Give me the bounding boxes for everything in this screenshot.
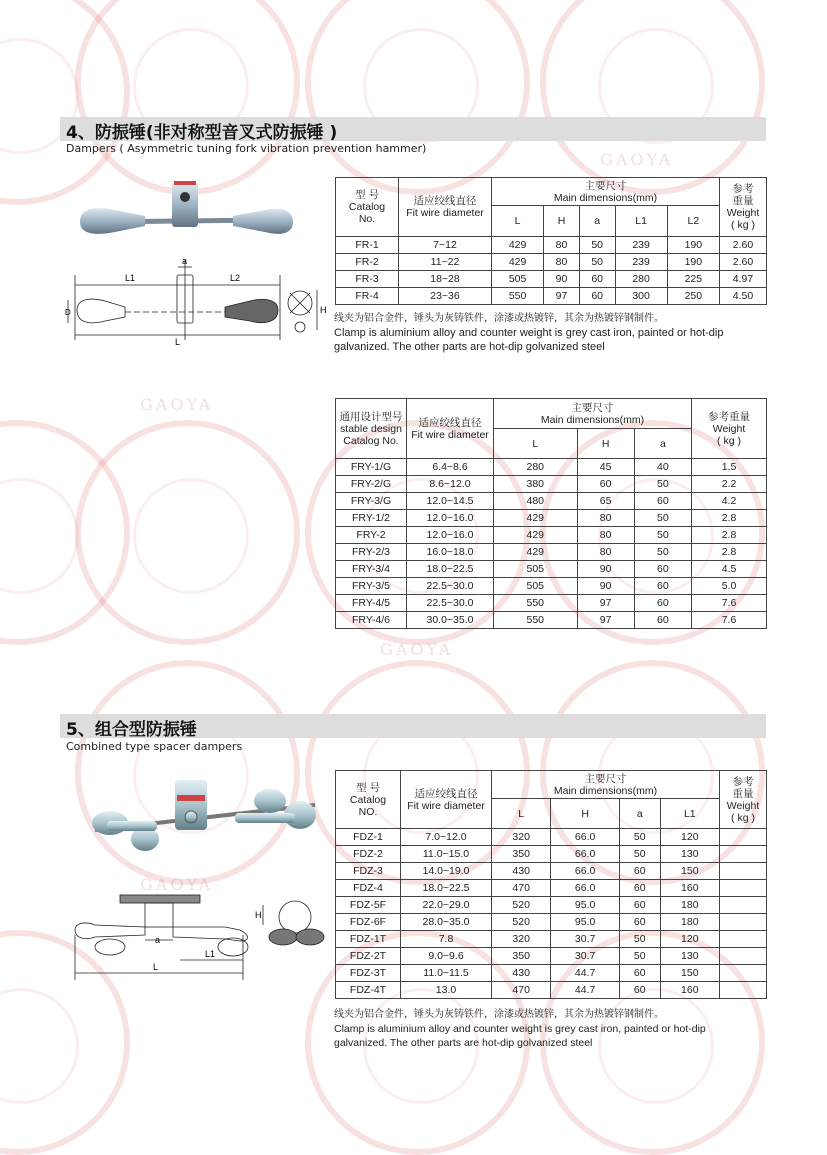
table-cell: FRY-1/2 <box>336 510 407 527</box>
table-cell: 430 <box>492 965 551 982</box>
watermark-text: GAOYA <box>140 395 214 414</box>
table-cell: 50 <box>634 527 691 544</box>
header-fit-en: Fit wire diameter <box>411 428 489 441</box>
table-cell: 320 <box>492 829 551 846</box>
table-cell: 12.0~16.0 <box>407 510 494 527</box>
table-cell: 1.5 <box>692 459 767 476</box>
damper-photo <box>75 180 295 250</box>
table-cell: 50 <box>619 829 660 846</box>
table-cell: FRY-1/G <box>336 459 407 476</box>
table-cell: 44.7 <box>551 965 620 982</box>
table-cell: FDZ-2 <box>336 846 401 863</box>
table-cell <box>720 931 767 948</box>
fr-specs-table <box>335 177 767 305</box>
note-cn: 线夹为铝合金件，锤头为灰铸铁件，涂漆或热镀锌，其余为热镀锌钢制件。 <box>334 313 664 324</box>
header-catalog-cn: 型 号 <box>355 189 379 201</box>
table-cell <box>720 863 767 880</box>
table-cell: 40 <box>634 459 691 476</box>
table-row <box>336 237 767 254</box>
table-row <box>336 595 767 612</box>
table-cell <box>720 914 767 931</box>
header-weight-cn: 参考重量 <box>708 410 750 423</box>
fry-specs-table <box>335 398 767 629</box>
column-header: a <box>634 429 691 459</box>
label-L2: L2 <box>230 273 241 283</box>
table-cell: 60 <box>619 897 660 914</box>
table-cell: 97 <box>577 612 634 629</box>
table-cell: 8.6~12.0 <box>407 476 494 493</box>
header-fit-diameter <box>401 771 492 829</box>
table-cell: 22.0~29.0 <box>401 897 492 914</box>
column-header: L <box>492 206 544 237</box>
table-cell: 95.0 <box>551 914 620 931</box>
table-cell: 97 <box>544 288 580 305</box>
table-cell: 9.0~9.6 <box>401 948 492 965</box>
table-cell: 60 <box>619 914 660 931</box>
section-4-header <box>60 117 766 141</box>
table-cell: 12.0~16.0 <box>407 527 494 544</box>
header-weight-en: Weight <box>726 799 760 812</box>
table-row <box>336 880 767 897</box>
header-weight-cn2: 重量 <box>732 195 754 207</box>
table-cell: 7.0~12.0 <box>401 829 492 846</box>
table-cell: 22.5~30.0 <box>407 595 494 612</box>
table-cell: FDZ-3T <box>336 965 401 982</box>
table-cell: FRY-2/3 <box>336 544 407 561</box>
table-cell: 180 <box>660 897 719 914</box>
section-5-title: 5、组合型防振锤 <box>66 720 197 740</box>
table-cell: 429 <box>494 527 578 544</box>
table-row <box>336 829 767 846</box>
table-cell: 239 <box>615 254 667 271</box>
table-cell: 60 <box>579 271 615 288</box>
note-en-line2: galvanized. The other parts are hot-dip golvanized steel <box>334 1037 593 1049</box>
table-row <box>336 271 767 288</box>
table-cell: 60 <box>619 863 660 880</box>
table-cell: FRY-3/G <box>336 493 407 510</box>
table-cell: FDZ-1T <box>336 931 401 948</box>
header-catalog <box>336 178 399 237</box>
table-cell: 320 <box>492 931 551 948</box>
table-cell: 150 <box>660 863 719 880</box>
column-header: L1 <box>615 206 667 237</box>
section-4-subtitle: Dampers ( Asymmetric tuning fork vibration prevention hammer) <box>66 142 427 155</box>
table-cell: 2.60 <box>720 237 767 254</box>
table-cell: 80 <box>577 544 634 561</box>
section-5-subtitle: Combined type spacer dampers <box>66 740 243 753</box>
label-L1: L1 <box>205 949 216 959</box>
table-cell: 44.7 <box>551 982 620 999</box>
table-cell: 429 <box>492 254 544 271</box>
table-cell: 4.5 <box>692 561 767 578</box>
table-cell: 4.97 <box>720 271 767 288</box>
table-row <box>336 527 767 544</box>
table-cell: 16.0~18.0 <box>407 544 494 561</box>
label-L1: L1 <box>125 273 136 283</box>
table-cell: 50 <box>634 510 691 527</box>
table-cell: 2.60 <box>720 254 767 271</box>
table-cell: 7~12 <box>399 237 492 254</box>
section-5-note <box>334 1008 764 1050</box>
table-row <box>336 544 767 561</box>
note-en-line2: galvanized. The other parts are hot-dip golvanized steel <box>334 341 605 353</box>
header-fit-cn: 适应绞线直径 <box>414 787 478 800</box>
table-cell: 95.0 <box>551 897 620 914</box>
table-cell: 520 <box>492 914 551 931</box>
table-cell: 28.0~35.0 <box>401 914 492 931</box>
header-main-dimensions <box>492 178 720 206</box>
header-design-en2: Catalog No. <box>343 434 399 447</box>
column-header: a <box>579 206 615 237</box>
watermark-text: GAOYA <box>140 875 214 894</box>
section-4-title: 4、防振锤(非对称型音叉式防振锤 ) <box>66 123 338 143</box>
table-cell: 2.2 <box>692 476 767 493</box>
header-fit-cn: 适应绞线直径 <box>418 416 482 429</box>
table-cell: 14.0~19.0 <box>401 863 492 880</box>
table-row <box>336 846 767 863</box>
watermark-seal <box>75 0 300 195</box>
note-en-line1: Clamp is aluminium alloy and counter weight is grey cast iron, painted or hot-dip <box>334 1023 706 1035</box>
table-cell: 50 <box>619 948 660 965</box>
table-cell: 550 <box>494 612 578 629</box>
header-fit-en: Fit wire diameter <box>407 799 485 812</box>
column-header: H <box>544 206 580 237</box>
table-cell: 30.0~35.0 <box>407 612 494 629</box>
label-H: H <box>320 305 327 315</box>
watermark-seal <box>305 0 530 195</box>
table-cell: FDZ-1 <box>336 829 401 846</box>
table-row <box>336 510 767 527</box>
table-cell: 18~28 <box>399 271 492 288</box>
table-cell: 505 <box>494 578 578 595</box>
header-main-dimensions <box>494 399 692 429</box>
table-cell: 60 <box>619 965 660 982</box>
table-cell: 60 <box>634 595 691 612</box>
table-cell: 429 <box>494 510 578 527</box>
table-cell: 429 <box>492 237 544 254</box>
table-row <box>336 476 767 493</box>
table-cell: FDZ-5F <box>336 897 401 914</box>
table-cell <box>720 948 767 965</box>
table-cell: 80 <box>577 510 634 527</box>
damper-drawing <box>65 255 345 350</box>
header-weight-unit: ( kg ) <box>731 811 755 824</box>
header-weight <box>720 771 767 829</box>
table-cell: 505 <box>494 561 578 578</box>
table-cell: 430 <box>492 863 551 880</box>
table-cell: 7.6 <box>692 595 767 612</box>
table-cell: 7.6 <box>692 612 767 629</box>
note-en-line1: Clamp is aluminium alloy and counter weight is grey cast iron, painted or hot-dip <box>334 327 724 339</box>
header-catalog-en: Catalog <box>348 201 386 213</box>
table-cell: 60 <box>634 493 691 510</box>
table-cell: FR-3 <box>336 271 399 288</box>
table-cell: 190 <box>667 237 719 254</box>
table-cell: 50 <box>579 254 615 271</box>
table-cell: 22.5~30.0 <box>407 578 494 595</box>
table-cell: 4.2 <box>692 493 767 510</box>
table-cell: 50 <box>634 476 691 493</box>
table-row <box>336 914 767 931</box>
table-cell: FRY-2 <box>336 527 407 544</box>
table-cell: 80 <box>544 237 580 254</box>
table-cell: 429 <box>494 544 578 561</box>
table-cell: 225 <box>667 271 719 288</box>
table-cell: 280 <box>615 271 667 288</box>
table-cell: FRY-2/G <box>336 476 407 493</box>
table-cell: 80 <box>544 254 580 271</box>
table-cell: 190 <box>667 254 719 271</box>
table-cell: 180 <box>660 914 719 931</box>
table-cell: 30.7 <box>551 931 620 948</box>
table-cell: 66.0 <box>551 829 620 846</box>
table-cell: FDZ-4T <box>336 982 401 999</box>
combined-damper-drawing <box>65 885 335 985</box>
table-cell: 80 <box>577 527 634 544</box>
table-cell: 66.0 <box>551 880 620 897</box>
table-cell: 11~22 <box>399 254 492 271</box>
table-row <box>336 578 767 595</box>
header-weight-en: Weight <box>726 207 760 219</box>
table-row <box>336 459 767 476</box>
table-cell: 18.0~22.5 <box>401 880 492 897</box>
table-cell: 380 <box>494 476 578 493</box>
table-row <box>336 561 767 578</box>
table-cell: 60 <box>634 612 691 629</box>
table-cell: 50 <box>619 931 660 948</box>
table-cell: FDZ-2T <box>336 948 401 965</box>
table-cell <box>720 982 767 999</box>
table-row <box>336 931 767 948</box>
section-5-header <box>60 714 766 738</box>
table-cell: 2.8 <box>692 544 767 561</box>
header-dims-cn: 主要尺寸 <box>584 772 627 785</box>
table-cell: 520 <box>492 897 551 914</box>
table-cell: FRY-3/5 <box>336 578 407 595</box>
header-catalog-cn: 型 号 <box>356 781 380 794</box>
header-weight-cn1: 参考 <box>732 775 754 788</box>
table-cell: 130 <box>660 846 719 863</box>
header-weight-unit: ( kg ) <box>731 219 755 231</box>
header-fit-diameter <box>399 178 492 237</box>
table-cell: 13.0 <box>401 982 492 999</box>
table-cell: 250 <box>667 288 719 305</box>
header-dims-cn: 主要尺寸 <box>571 401 614 414</box>
table-cell: FDZ-6F <box>336 914 401 931</box>
table-cell: 480 <box>494 493 578 510</box>
column-header: H <box>577 429 634 459</box>
header-dims-en: Main dimensions(mm) <box>540 413 645 426</box>
header-weight-unit: ( kg ) <box>717 434 741 447</box>
table-cell: 239 <box>615 237 667 254</box>
table-cell: FDZ-3 <box>336 863 401 880</box>
table-cell: 350 <box>492 948 551 965</box>
table-cell: 65 <box>577 493 634 510</box>
table-cell: 505 <box>492 271 544 288</box>
table-cell: FRY-4/6 <box>336 612 407 629</box>
table-row <box>336 948 767 965</box>
column-header: a <box>619 799 660 829</box>
table-cell: 280 <box>494 459 578 476</box>
table-cell: 5.0 <box>692 578 767 595</box>
table-cell: 11.0~11.5 <box>401 965 492 982</box>
watermark-text: GAOYA <box>600 150 674 169</box>
header-dims-cn: 主要尺寸 <box>584 179 627 192</box>
table-cell: FR-1 <box>336 237 399 254</box>
table-cell: 45 <box>577 459 634 476</box>
table-cell: FR-2 <box>336 254 399 271</box>
table-cell <box>720 880 767 897</box>
table-cell: 18.0~22.5 <box>407 561 494 578</box>
table-cell <box>720 965 767 982</box>
table-cell: 30.7 <box>551 948 620 965</box>
header-weight-cn1: 参考 <box>732 183 754 195</box>
table-cell: 350 <box>492 846 551 863</box>
header-dims-en: Main dimensions(mm) <box>553 784 658 797</box>
header-catalog <box>336 771 401 829</box>
section-4-note <box>334 312 764 354</box>
table-cell: FDZ-4 <box>336 880 401 897</box>
header-weight <box>692 399 767 459</box>
header-weight-en: Weight <box>712 422 746 435</box>
table-cell: 4.50 <box>720 288 767 305</box>
header-catalog-en2: No. <box>358 213 376 225</box>
table-cell: 7.8 <box>401 931 492 948</box>
table-cell: 60 <box>634 561 691 578</box>
label-a: a <box>155 935 161 945</box>
table-cell: 6.4~8.6 <box>407 459 494 476</box>
table-cell: FRY-3/4 <box>336 561 407 578</box>
table-cell: 150 <box>660 965 719 982</box>
table-cell: 160 <box>660 880 719 897</box>
label-H: H <box>255 910 262 920</box>
table-cell: 60 <box>634 578 691 595</box>
table-cell: FR-4 <box>336 288 399 305</box>
table-cell: 66.0 <box>551 846 620 863</box>
table-cell: 60 <box>619 880 660 897</box>
header-fit-cn: 适应绞线直径 <box>413 195 477 207</box>
header-catalog-en: Catalog <box>349 793 387 806</box>
table-cell: 120 <box>660 829 719 846</box>
table-cell: 60 <box>579 288 615 305</box>
header-catalog-en2: NO. <box>358 805 378 818</box>
column-header: L1 <box>660 799 719 829</box>
table-cell: 97 <box>577 595 634 612</box>
header-stable-design <box>336 399 407 459</box>
header-weight <box>720 178 767 237</box>
header-design-en: stable design <box>340 422 402 435</box>
note-cn: 线夹为铝合金件，锤头为灰铸铁件，涂漆或热镀锌，其余为热镀锌钢制件。 <box>334 1009 664 1020</box>
column-header: L <box>492 799 551 829</box>
header-design-cn: 通用设计型号 <box>339 410 403 423</box>
header-fit-en: Fit wire diameter <box>406 207 484 219</box>
label-a: a <box>182 256 188 266</box>
table-row <box>336 863 767 880</box>
table-row <box>336 254 767 271</box>
label-L: L <box>175 337 181 347</box>
table-cell: 120 <box>660 931 719 948</box>
table-cell <box>720 829 767 846</box>
label-L: L <box>153 962 159 972</box>
header-main-dimensions <box>492 771 720 799</box>
column-header: H <box>551 799 620 829</box>
table-cell: 12.0~14.5 <box>407 493 494 510</box>
table-cell: 2.8 <box>692 510 767 527</box>
column-header: L2 <box>667 206 719 237</box>
table-cell: 66.0 <box>551 863 620 880</box>
watermark-text: GAOYA <box>380 640 454 659</box>
header-fit-diameter <box>407 399 494 459</box>
table-cell: 60 <box>619 982 660 999</box>
table-row <box>336 493 767 510</box>
watermark-seal <box>75 420 300 645</box>
table-cell: 50 <box>619 846 660 863</box>
header-dims-en: Main dimensions(mm) <box>553 191 658 204</box>
table-cell: 90 <box>577 578 634 595</box>
combined-damper-photo <box>85 775 325 865</box>
table-row <box>336 982 767 999</box>
table-cell: 90 <box>544 271 580 288</box>
table-cell: 23~36 <box>399 288 492 305</box>
table-cell: 160 <box>660 982 719 999</box>
table-cell <box>720 846 767 863</box>
table-cell: 470 <box>492 982 551 999</box>
table-row <box>336 965 767 982</box>
table-row <box>336 897 767 914</box>
table-row <box>336 612 767 629</box>
table-row <box>336 288 767 305</box>
table-cell: 11.0~15.0 <box>401 846 492 863</box>
table-cell: 60 <box>577 476 634 493</box>
column-header: L <box>494 429 578 459</box>
table-cell: 550 <box>494 595 578 612</box>
table-cell: 90 <box>577 561 634 578</box>
table-cell <box>720 897 767 914</box>
table-cell: 50 <box>579 237 615 254</box>
table-cell: 2.8 <box>692 527 767 544</box>
table-cell: 50 <box>634 544 691 561</box>
header-weight-cn2: 重量 <box>732 787 754 800</box>
label-D: D <box>65 308 71 317</box>
table-cell: 130 <box>660 948 719 965</box>
table-cell: FRY-4/5 <box>336 595 407 612</box>
fdz-specs-table <box>335 770 767 999</box>
table-cell: 470 <box>492 880 551 897</box>
table-cell: 300 <box>615 288 667 305</box>
table-cell: 550 <box>492 288 544 305</box>
